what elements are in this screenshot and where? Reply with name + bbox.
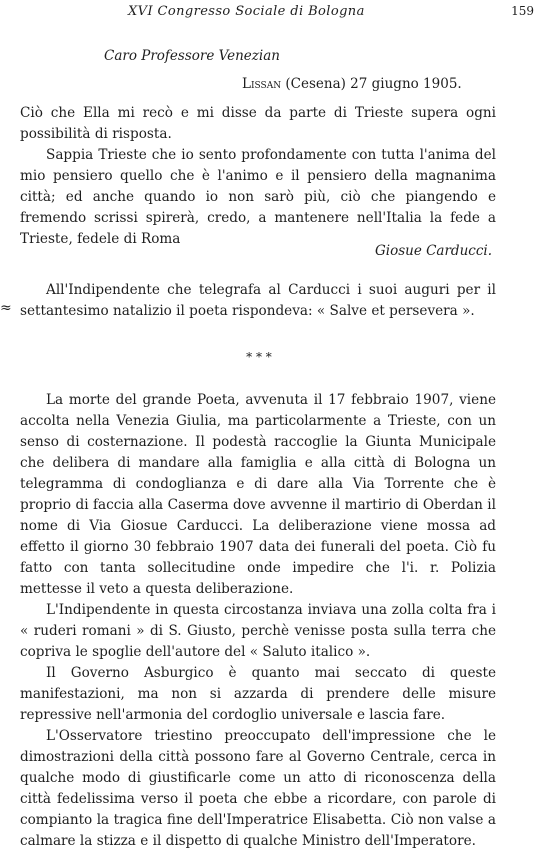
body-section <box>20 390 496 852</box>
letter-signature: Giosue Carducci. <box>374 243 492 259</box>
letter-date: (Cesena) 27 giugno 1905. <box>281 76 462 92</box>
letter-paragraph-2 <box>20 145 496 250</box>
letter-para2-text: Sappia Trieste che io sento profondamente con tutta l'anima del mio pensiero quello che è l'animo e il pensiero della magnanima città; ed anche quando io non sarò più, ciò che piangendo e fremendo scrissi spirerà, credo, a mantenere nell'Italia la fede a Trieste, fedele di Roma <box>20 147 496 247</box>
running-header <box>20 4 540 26</box>
body-paragraph-2: L'Indipendente in questa circostanza inviava una zolla colta fra i « ruderi romani » di S. Giusto, perchè venisse posta sulla terra che copriva le spoglie dell'autore del « Saluto italico ». <box>20 602 496 660</box>
page-number: 159 <box>511 4 534 18</box>
letter-paragraph-1 <box>20 103 496 145</box>
letter-salutation: Caro Professore Venezian <box>104 48 280 64</box>
body-paragraph-3: Il Governo Asburgico è quanto mai seccato di queste manifestazioni, ma non si azzarda di prendere delle misure repressive nell'armonia del cordoglio universale e lascia fare. <box>20 665 496 723</box>
intro-text: All'Indipendente che telegrafa al Carducci i suoi auguri per il settantesimo natalizio il poeta rispondeva: « Salve et persevera ». <box>20 282 496 319</box>
header-title: XVI Congresso Sociale di Bologna <box>128 4 365 19</box>
letter-place-date <box>242 76 462 92</box>
letter-para1-text: Ciò che Ella mi recò e mi disse da parte di Trieste supera ogni possibilità di risposta. <box>20 105 496 142</box>
body-paragraph-4: L'Osservatore triestino preoccupato dell'impressione che le dimostrazioni della città possono fare al Governo Centrale, cerca in qualche modo di giustificarle come un atto di riconoscenza della città fedelissima verso il poeta che ebbe a ricordare, con parole di compianto la tragica fine dell'Imperatrice Elisabetta. Ciò non valse a calmare la stizza e il dispetto di qualche Ministro dell'Imperatore. <box>20 728 496 849</box>
body-paragraph-1: La morte del grande Poeta, avvenuta il 17 febbraio 1907, viene accolta nella Venezia Giulia, ma particolarmente a Trieste, con un senso di costernazione. Il podestà raccoglie la Giunta Municipale che delibera di mandare alla famiglia e alla città di Bologna un telegramma di condoglianza e di dare alla Via Torrente che è proprio di faccia alla Caserma dove avvenne il martirio di Oberdan il nome di Via Giosue Carducci. La deliberazione viene mossa ad effetto il giorno 30 febbraio 1907 data dei funerali del poeta. Ciò fu fatto con tanta sollecitudine onde impedire che l'i. r. Polizia mettesse il veto a questa deliberazione. <box>20 392 496 597</box>
letter-place: Lissan <box>242 76 282 92</box>
intro-paragraph <box>20 280 496 322</box>
section-separator: * * * <box>246 350 272 364</box>
margin-mark: ≈ <box>0 300 12 316</box>
